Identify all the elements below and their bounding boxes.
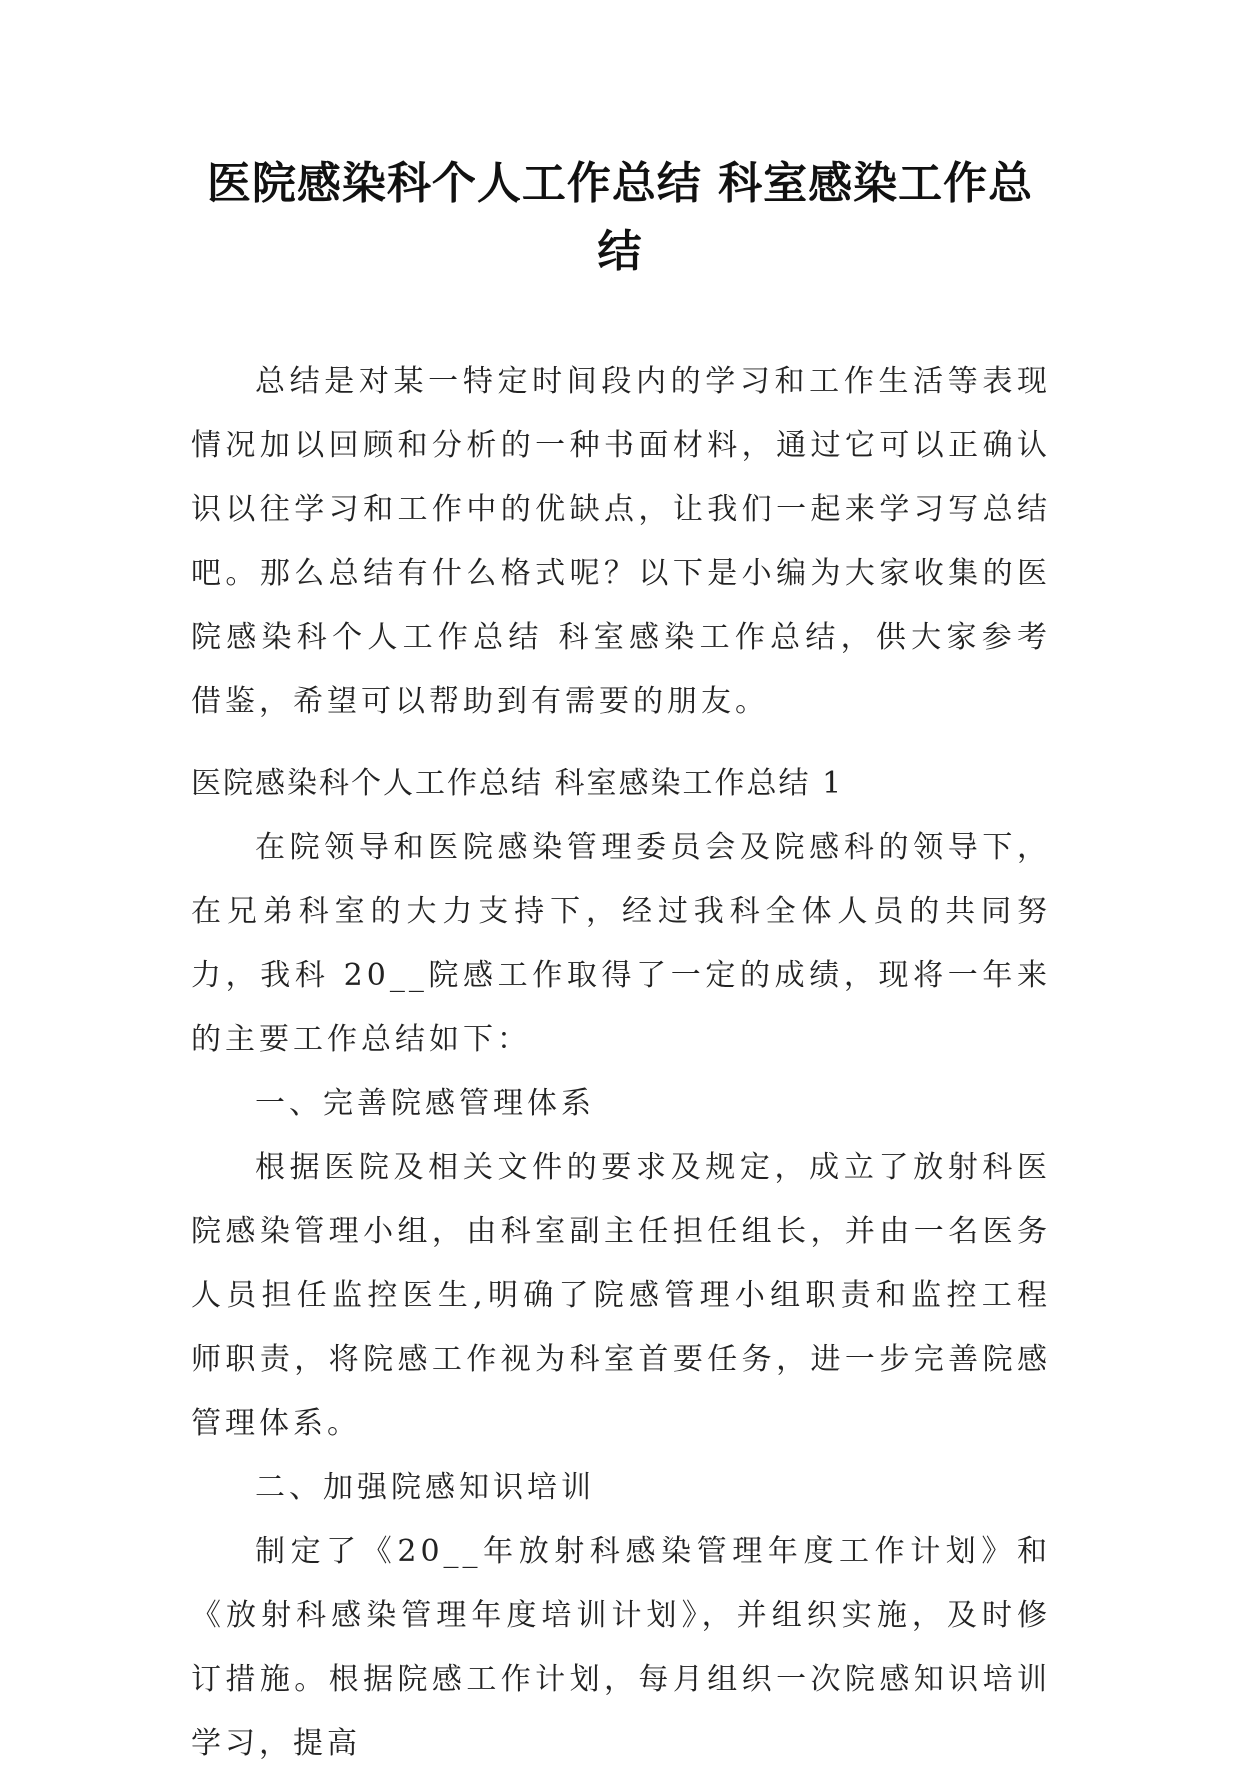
- intro-block: [191, 350, 1051, 734]
- paragraph-3: 制定了《20__年放射科感染管理年度工作计划》和《放射科感染管理年度培训计划》，并组织实施，及时修订措施。根据院感工作计划，每月组织一次院感知识培训学习，提高: [191, 1534, 1051, 1761]
- title-line-1: 医院感染科个人工作总结 科室感染工作总: [206, 158, 1034, 209]
- section-block: [191, 752, 1051, 1776]
- title-line-2: 结: [597, 226, 643, 277]
- paragraph-1: 在院领导和医院感染管理委员会及院感科的领导下，在兄弟科室的大力支持下，经过我科全体人员的共同努力，我科 20__院感工作取得了一定的成绩，现将一年来的主要工作总结如下：: [191, 830, 1051, 1057]
- heading-2: 二、加强院感知识培训: [255, 1470, 595, 1505]
- heading-1: 一、完善院感管理体系: [255, 1086, 595, 1121]
- paragraph-2: 根据医院及相关文件的要求及规定，成立了放射科医院感染管理小组，由科室副主任担任组长，并由一名医务人员担任监控医生,明确了院感管理小组职责和监控工程师职责，将院感工作视为科室首要任务，进一步完善院感管理体系。: [191, 1150, 1051, 1441]
- document-title: [180, 150, 1060, 286]
- section-title: 医院感染科个人工作总结 科室感染工作总结 1: [191, 766, 844, 801]
- intro-paragraph: 总结是对某一特定时间段内的学习和工作生活等表现情况加以回顾和分析的一种书面材料，通过它可以正确认识以往学习和工作中的优缺点，让我们一起来学习写总结吧。那么总结有什么格式呢？以下是小编为大家收集的医院感染科个人工作总结 科室感染工作总结，供大家参考借鉴，希望可以帮助到有需要的朋友。: [191, 364, 1051, 719]
